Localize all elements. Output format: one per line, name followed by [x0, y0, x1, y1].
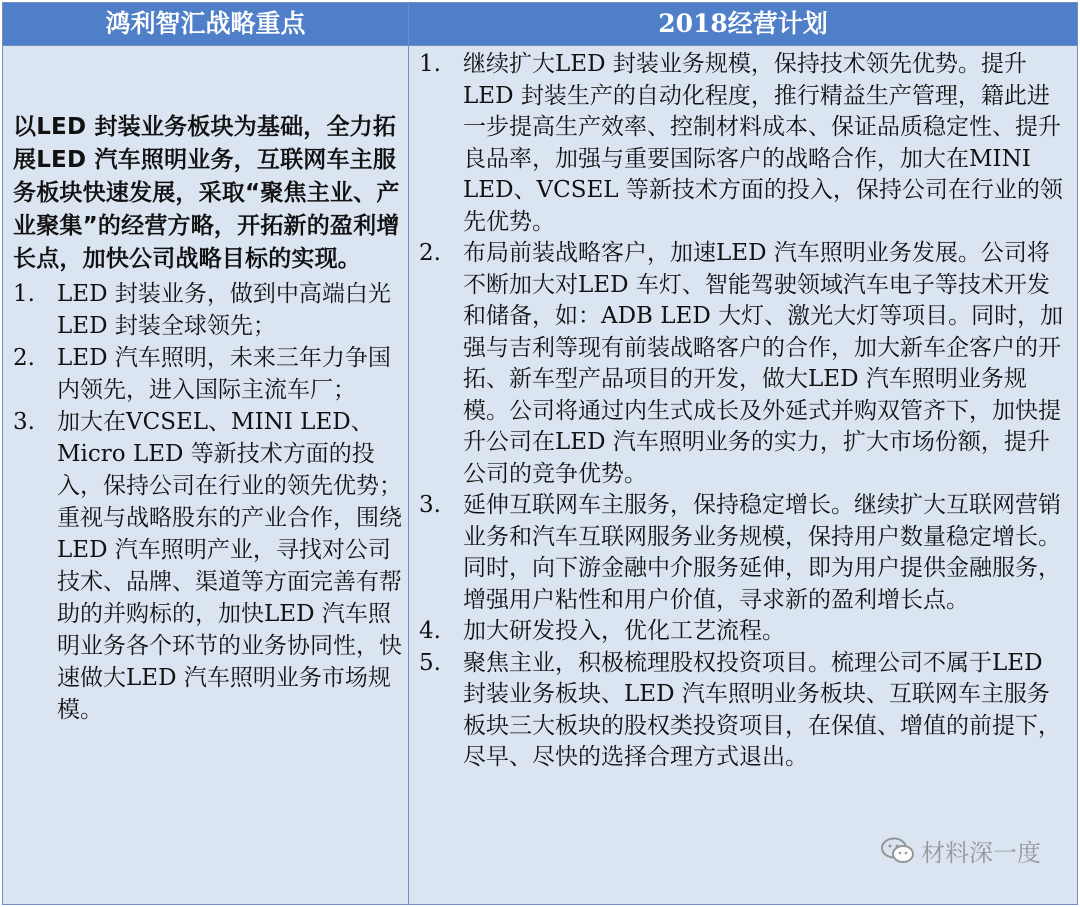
- item-text: LED 封装业务，做到中高端白光LED 封装全球领先；: [57, 281, 391, 339]
- strategy-table: [2, 2, 1078, 905]
- item-number: 2.: [13, 345, 35, 371]
- item-text: 加大研发投入，优化工艺流程。: [463, 618, 785, 644]
- item-text: 加大在VCSEL、MINI LED、Micro LED 等新技术方面的投入，保持公司在行业的领先优势；重视与战略股东的产业合作，围绕LED 汽车照明产业，寻找对公司技术、品牌、渠道等方面完善有帮助的并购标的，加快LED 汽车照明业务各个环节的业务协同性，快速做大LED 汽车照明业务市场规模。: [57, 409, 402, 723]
- item-text: 继续扩大LED 封装业务规模，保持技术领先优势。提升LED 封装生产的自动化程度，推行精益生产管理，籍此进一步提高生产效率、控制材料成本、保证品质稳定性、提升良品率，加强与重要国际客户的战略合作，加大在MINI LED、VCSEL 等新技术方面的投入，保持公司在行业的领先优势。: [463, 51, 1063, 235]
- list-item: [419, 490, 1069, 616]
- list-item: [419, 616, 1069, 648]
- list-item: [13, 278, 405, 342]
- right-column-header: 2018经营计划: [409, 3, 1077, 46]
- list-item: [13, 342, 405, 406]
- watermark-text: 材料深一度: [921, 839, 1041, 867]
- right-item-list: [419, 49, 1069, 774]
- right-column-body: [419, 49, 1069, 774]
- watermark: [881, 833, 1041, 868]
- item-number: 5.: [419, 649, 441, 676]
- item-number: 1.: [13, 281, 35, 307]
- item-text: 延伸互联网车主服务，保持稳定增长。继续扩大互联网营销业务和汽车互联网服务业务规模，保持用户数量稳定增长。同时，向下游金融中介服务延伸，即为用户提供金融服务，增强用户粘性和用户价值，寻求新的盈利增长点。: [463, 492, 1061, 613]
- item-number: 3.: [13, 409, 35, 435]
- left-column-header: 鸿利智汇战略重点: [3, 3, 408, 46]
- list-item: [419, 49, 1069, 238]
- left-column: [3, 3, 409, 904]
- item-number: 1.: [419, 51, 441, 77]
- item-text: 聚焦主业，积极梳理股权投资项目。梳理公司不属于LED 封装业务板块、LED 汽车照明业务板块、互联网车主服务板块三大板块的股权类投资项目，在保值、增值的前提下，尽早、尽快的选择合理方式退出。: [463, 649, 1061, 770]
- right-column: [409, 3, 1077, 904]
- list-item: [13, 406, 405, 726]
- left-item-list: [13, 278, 405, 726]
- left-column-body: [13, 111, 405, 726]
- item-number: 3.: [419, 492, 441, 518]
- item-text: 布局前装战略客户，加速LED 汽车照明业务发展。公司将不断加大对LED 车灯、智能驾驶领域汽车电子等技术开发和储备，如：ADB LED 大灯、激光大灯等项目。同时，加强与吉利等现有前装战略客户的合作，加大新车企客户的开拓、新车型产品项目的开发，做大LED 汽车照明业务规模。公司将通过内生式成长及外延式并购双管齐下，加快提升公司在LED 汽车照明业务的实力，扩大市场份额，提升公司的竞争优势。: [463, 240, 1064, 487]
- item-text: LED 汽车照明，未来三年力争国内领先，进入国际主流车厂；: [57, 345, 391, 403]
- list-item: [419, 648, 1069, 774]
- list-item: [419, 238, 1069, 490]
- wechat-icon: [881, 837, 915, 865]
- item-number: 2.: [419, 240, 441, 266]
- strategy-statement: 以LED 封装业务板块为基础，全力拓展LED 汽车照明业务，互联网车主服务板块快速发展，采取“聚焦主业、产业聚集”的经营方略，开拓新的盈利增长点，加快公司战略目标的实现。: [13, 114, 400, 272]
- item-number: 4.: [419, 618, 441, 644]
